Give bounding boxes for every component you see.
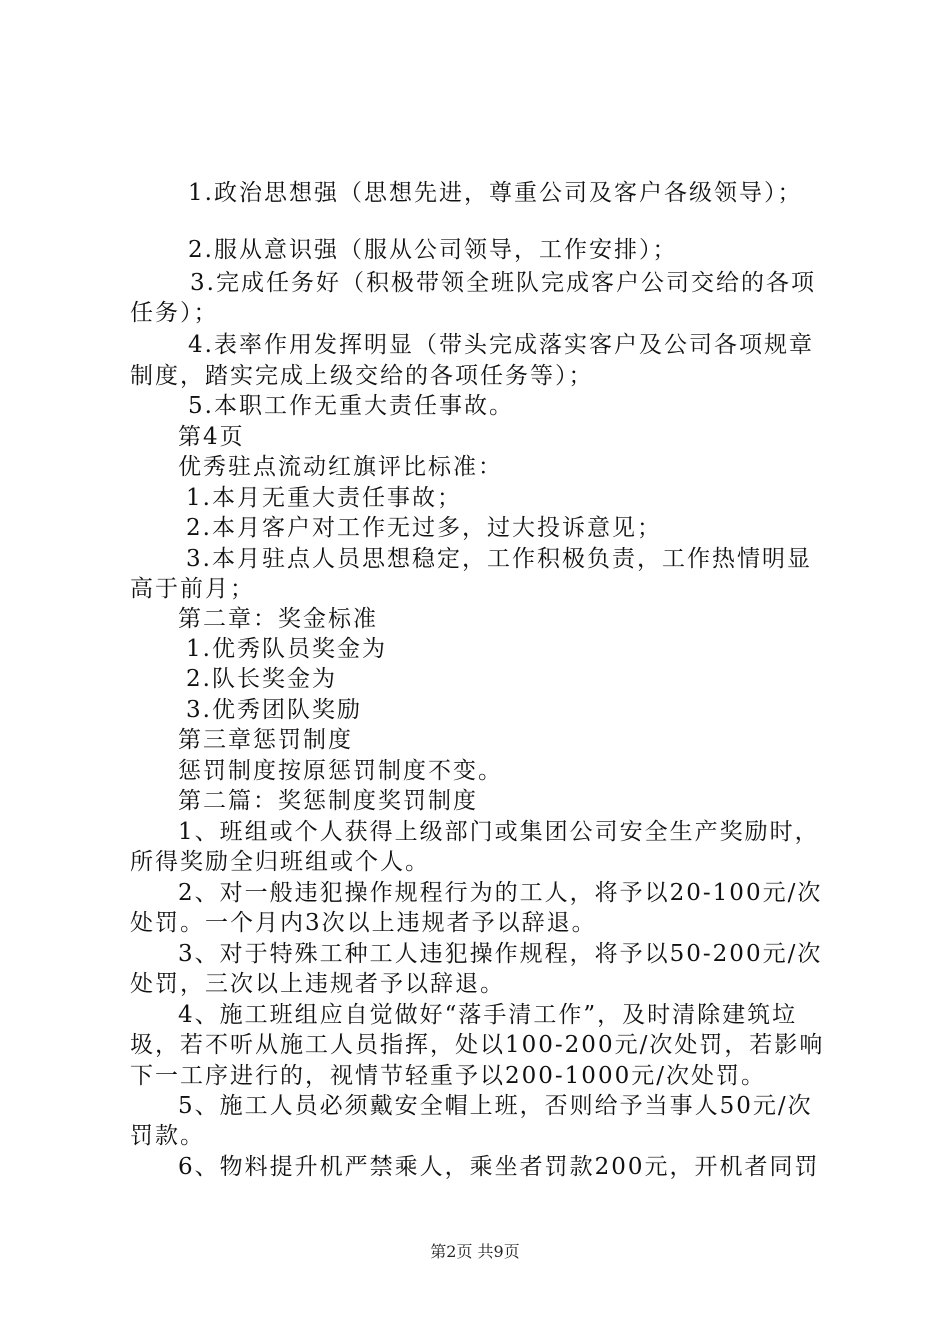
text-line: 3.本月驻点人员思想稳定，工作积极负责，工作热情明显 — [186, 546, 812, 572]
text-line: 2.队长奖金为 — [186, 666, 337, 692]
text-line: 处罚。一个月内3次以上违规者予以辞退。 — [130, 910, 597, 936]
text-line: 圾，若不听从施工人员指挥，处以100-200元/次处罚，若影响 — [130, 1032, 825, 1058]
text-line: 6、物料提升机严禁乘人，乘坐者罚款200元，开机者同罚 — [178, 1154, 820, 1180]
text-line: 下一工序进行的，视情节轻重予以200-1000元/次处罚。 — [130, 1063, 766, 1089]
text-line: 高于前月； — [130, 576, 255, 602]
text-line: 3、对于特殊工种工人违犯操作规程，将予以50-200元/次 — [178, 941, 823, 967]
text-line: 任务）； — [130, 300, 219, 326]
text-line: 2.服从意识强（服从公司领导，工作安排）； — [188, 237, 678, 263]
text-line: 第4页 — [178, 424, 245, 450]
text-line: 第二篇：奖惩制度奖罚制度 — [178, 788, 478, 814]
text-line: 5.本职工作无重大责任事故。 — [188, 393, 514, 419]
text-line: 所得奖励全归班组或个人。 — [130, 849, 430, 875]
text-line: 第三章惩罚制度 — [178, 727, 353, 753]
text-line: 4.表率作用发挥明显（带头完成落实客户及公司各项规章 — [188, 332, 814, 358]
text-line: 1.政治思想强（思想先进，尊重公司及客户各级领导）； — [188, 180, 803, 206]
text-line: 1.本月无重大责任事故； — [186, 485, 462, 511]
text-line: 制度，踏实完成上级交给的各项任务等）； — [130, 363, 594, 389]
text-line: 4、施工班组应自觉做好“落手清工作”，及时清除建筑垃 — [178, 1002, 798, 1028]
text-line: 5、施工人员必须戴安全帽上班，否则给予当事人50元/次 — [178, 1093, 813, 1119]
text-line: 1、班组或个人获得上级部门或集团公司安全生产奖励时， — [178, 819, 820, 845]
text-line: 罚款。 — [130, 1123, 205, 1149]
text-line: 3.完成任务好（积极带领全班队完成客户公司交给的各项 — [190, 270, 816, 296]
text-line: 2.本月客户对工作无过多，过大投诉意见； — [186, 515, 662, 541]
text-line: 处罚，三次以上违规者予以辞退。 — [130, 971, 505, 997]
text-line: 3.优秀团队奖励 — [186, 697, 362, 723]
text-line: 第二章：奖金标准 — [178, 606, 378, 632]
page-footer: 第2页 共9页 — [430, 1242, 520, 1261]
text-line: 惩罚制度按原惩罚制度不变。 — [178, 758, 503, 784]
text-line: 优秀驻点流动红旗评比标准： — [178, 454, 503, 480]
text-line: 1.优秀队员奖金为 — [186, 636, 387, 662]
text-line: 2、对一般违犯操作规程行为的工人，将予以20-100元/次 — [178, 880, 823, 906]
